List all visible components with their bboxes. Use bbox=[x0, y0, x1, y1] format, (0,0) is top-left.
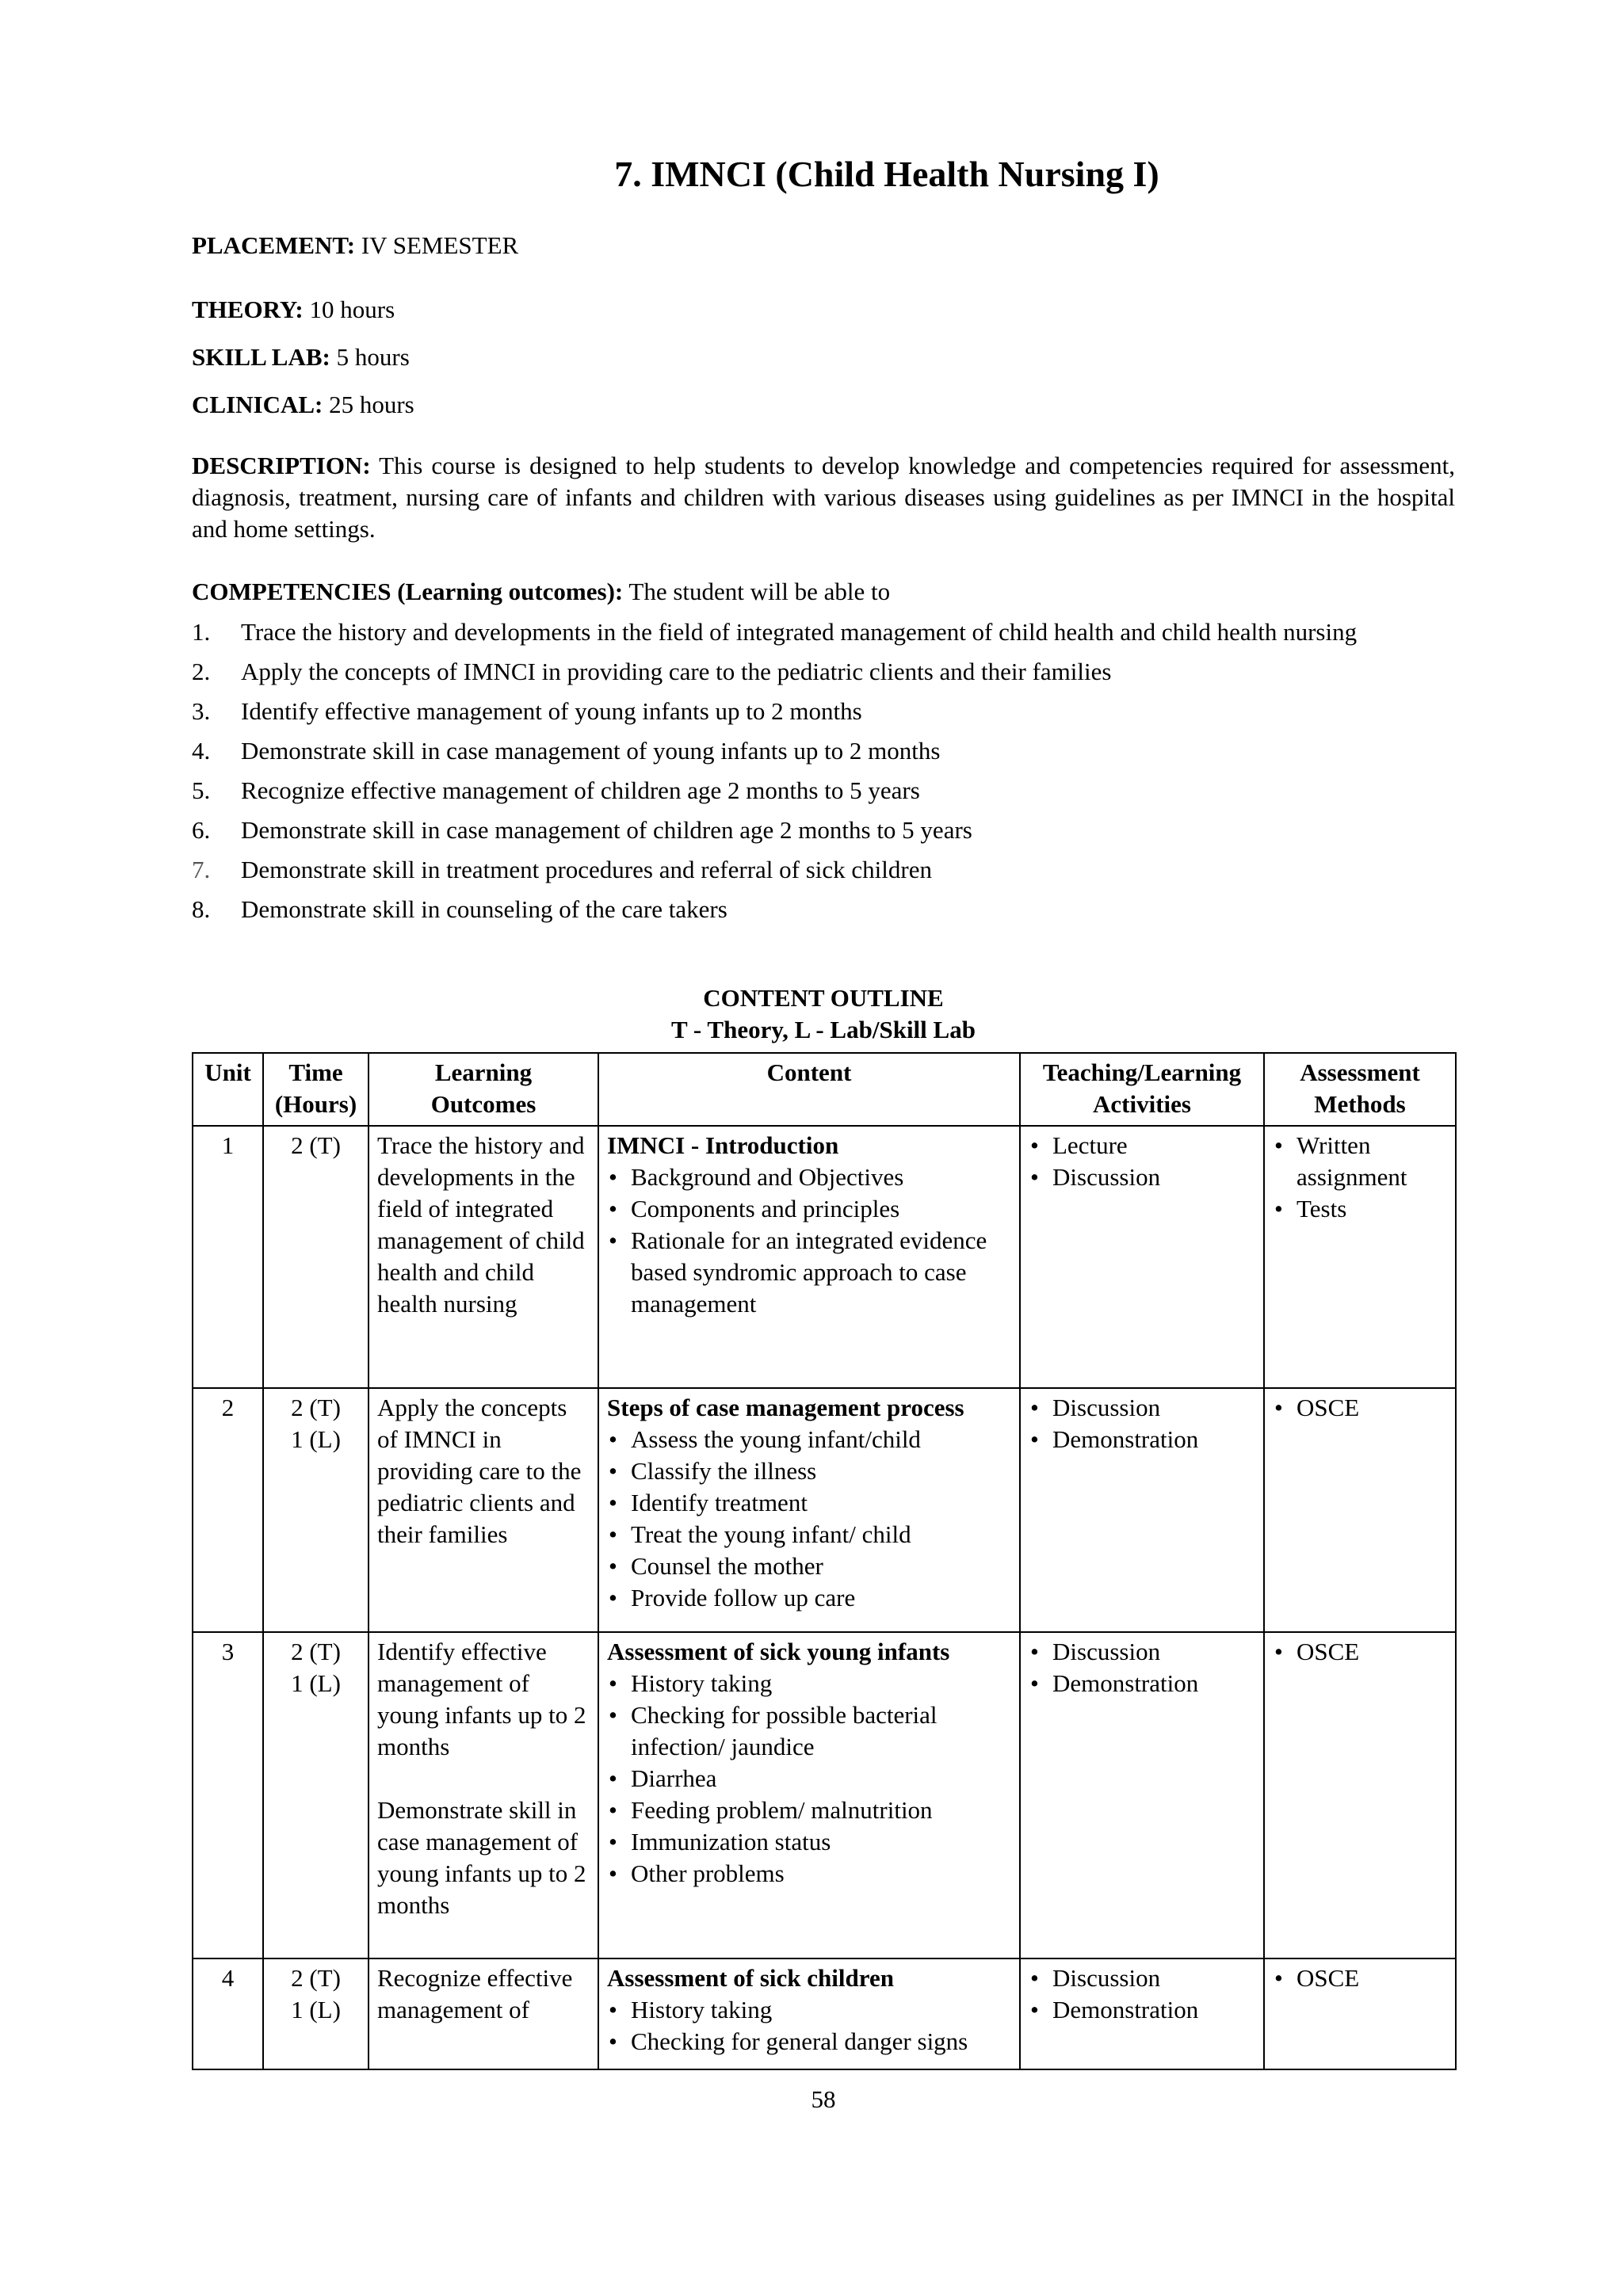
assessment-item: • Tests bbox=[1296, 1193, 1447, 1225]
clinical-value: 25 hours bbox=[323, 391, 414, 418]
assessment-cell bbox=[1264, 1958, 1456, 2069]
time-cell bbox=[263, 1632, 369, 1958]
assessment-item: • OSCE bbox=[1296, 1392, 1447, 1424]
competency-item bbox=[192, 854, 1455, 886]
assessment-list bbox=[1273, 1636, 1447, 1668]
content-item: • Rationale for an integrated evidence based syndromic approach to case management bbox=[631, 1225, 1011, 1320]
outcome-text: Recognize effective management of bbox=[377, 1964, 573, 2023]
clinical-line bbox=[192, 389, 414, 421]
unit-number: 2 bbox=[221, 1394, 235, 1421]
skill-lab-value: 5 hours bbox=[330, 343, 410, 371]
unit-cell bbox=[193, 1632, 263, 1958]
skill-lab-line bbox=[192, 341, 410, 373]
activities-list bbox=[1029, 1962, 1255, 2026]
competency-text: Trace the history and developments in the field of integrated management of child health and child health nursing bbox=[241, 618, 1358, 646]
activities-cell bbox=[1020, 1958, 1264, 2069]
assessment-list bbox=[1273, 1130, 1447, 1225]
activities-list bbox=[1029, 1392, 1255, 1455]
content-cell bbox=[598, 1388, 1020, 1632]
competency-text: Demonstrate skill in case management of young infants up to 2 months bbox=[241, 737, 941, 765]
competency-item bbox=[192, 814, 1455, 846]
theory-label: THEORY: bbox=[192, 296, 304, 323]
content-item: • Identify treatment bbox=[631, 1487, 1011, 1519]
activity-item: • Lecture bbox=[1052, 1130, 1255, 1161]
competency-item bbox=[192, 894, 1455, 925]
outcomes-cell bbox=[369, 1632, 598, 1958]
header-content: Content bbox=[598, 1053, 1020, 1126]
competency-text: Apply the concepts of IMNCI in providing care to the pediatric clients and their families bbox=[241, 658, 1112, 685]
time-cell bbox=[263, 1958, 369, 2069]
header-time: Time (Hours) bbox=[263, 1053, 369, 1126]
description-text: This course is designed to help students to develop knowledge and competencies required for assessment, diagnosis, treatment, nursing care of infants and children with various diseases using guidelines as per IMNCI in the hospital and home settings. bbox=[192, 452, 1455, 543]
activity-item: • Discussion bbox=[1052, 1962, 1255, 1994]
content-item: • Background and Objectives bbox=[631, 1161, 1011, 1193]
activity-item: • Demonstration bbox=[1052, 1668, 1255, 1699]
outcomes-cell bbox=[369, 1958, 598, 2069]
outline-subtitle: T - Theory, L - Lab/Skill Lab bbox=[671, 1016, 976, 1043]
time-cell bbox=[263, 1388, 369, 1632]
competency-number: 1. bbox=[192, 618, 211, 646]
content-list bbox=[607, 1994, 1011, 2058]
outline-title: CONTENT OUTLINE bbox=[703, 984, 944, 1012]
competency-number: 8. bbox=[192, 895, 211, 923]
content-cell bbox=[598, 1958, 1020, 2069]
competency-text: Recognize effective management of children age 2 months to 5 years bbox=[241, 776, 920, 804]
outcome-text: Demonstrate skill in case management of young infants up to 2 months bbox=[377, 1796, 586, 1919]
content-title: IMNCI - Introduction bbox=[607, 1131, 839, 1159]
competencies-intro: The student will be able to bbox=[623, 578, 891, 605]
table-row bbox=[193, 1632, 1456, 1958]
assessment-item: • Written assignment bbox=[1296, 1130, 1447, 1193]
unit-number: 3 bbox=[221, 1638, 235, 1665]
competencies-heading bbox=[192, 576, 890, 608]
unit-number: 4 bbox=[221, 1964, 235, 1992]
content-cell bbox=[598, 1632, 1020, 1958]
header-assessment-methods: Assessment Methods bbox=[1264, 1053, 1456, 1126]
competency-number: 4. bbox=[192, 737, 211, 765]
outcome-spacer bbox=[377, 1763, 590, 1794]
content-cell bbox=[598, 1126, 1020, 1388]
unit-cell bbox=[193, 1388, 263, 1632]
content-item: • Components and principles bbox=[631, 1193, 1011, 1225]
content-item: • Counsel the mother bbox=[631, 1550, 1011, 1582]
content-item: • Checking for general danger signs bbox=[631, 2026, 1011, 2058]
theory-value: 10 hours bbox=[303, 296, 395, 323]
content-list bbox=[607, 1161, 1011, 1320]
clinical-label: CLINICAL: bbox=[192, 391, 323, 418]
theory-line bbox=[192, 294, 395, 326]
unit-number: 1 bbox=[221, 1131, 235, 1159]
page-number: 58 bbox=[811, 2085, 836, 2113]
assessment-cell bbox=[1264, 1632, 1456, 1958]
outcome-text: Identify effective management of young infants up to 2 months bbox=[377, 1638, 586, 1760]
content-item: • Treat the young infant/ child bbox=[631, 1519, 1011, 1550]
content-list bbox=[607, 1424, 1011, 1614]
placement-line bbox=[192, 230, 518, 261]
content-title: Assessment of sick children bbox=[607, 1964, 894, 1992]
outcome-text: Trace the history and developments in the field of integrated management of child health and child health nursing bbox=[377, 1131, 585, 1318]
time-value: 2 (T) bbox=[291, 1638, 341, 1665]
assessment-cell bbox=[1264, 1126, 1456, 1388]
activities-list bbox=[1029, 1130, 1255, 1193]
content-item: • Classify the illness bbox=[631, 1455, 1011, 1487]
activities-cell bbox=[1020, 1388, 1264, 1632]
unit-cell bbox=[193, 1126, 263, 1388]
competency-text: Identify effective management of young infants up to 2 months bbox=[241, 697, 862, 725]
assessment-cell bbox=[1264, 1388, 1456, 1632]
time-value: 2 (T) bbox=[291, 1964, 341, 1992]
content-item: • Provide follow up care bbox=[631, 1582, 1011, 1614]
time-cell bbox=[263, 1126, 369, 1388]
competencies-label: COMPETENCIES (Learning outcomes): bbox=[192, 578, 624, 605]
content-title: Steps of case management process bbox=[607, 1394, 964, 1421]
competencies-list bbox=[192, 616, 1455, 933]
competency-item bbox=[192, 616, 1455, 648]
content-outline-heading bbox=[192, 982, 1455, 1046]
activity-item: • Discussion bbox=[1052, 1161, 1255, 1193]
content-item: • Other problems bbox=[631, 1858, 1011, 1890]
content-item: • History taking bbox=[631, 1994, 1011, 2026]
content-item: • Feeding problem/ malnutrition bbox=[631, 1794, 1011, 1826]
competency-item bbox=[192, 775, 1455, 807]
activities-cell bbox=[1020, 1632, 1264, 1958]
activity-item: • Discussion bbox=[1052, 1392, 1255, 1424]
header-learning-outcomes: Learning Outcomes bbox=[369, 1053, 598, 1126]
skill-lab-label: SKILL LAB: bbox=[192, 343, 330, 371]
competency-number: 6. bbox=[192, 816, 211, 844]
content-item: • Diarrhea bbox=[631, 1763, 1011, 1794]
content-title: Assessment of sick young infants bbox=[607, 1638, 950, 1665]
assessment-item: • OSCE bbox=[1296, 1636, 1447, 1668]
assessment-list bbox=[1273, 1392, 1447, 1424]
description-paragraph bbox=[192, 450, 1455, 545]
outcomes-cell bbox=[369, 1388, 598, 1632]
activities-list bbox=[1029, 1636, 1255, 1699]
competency-number: 7. bbox=[192, 856, 211, 883]
outcomes-cell bbox=[369, 1126, 598, 1388]
competency-text: Demonstrate skill in treatment procedures and referral of sick children bbox=[241, 856, 932, 883]
content-outline-table bbox=[192, 1052, 1457, 2070]
table-row bbox=[193, 1958, 1456, 2069]
content-item: • Assess the young infant/child bbox=[631, 1424, 1011, 1455]
assessment-item: • OSCE bbox=[1296, 1962, 1447, 1994]
activity-item: • Demonstration bbox=[1052, 1424, 1255, 1455]
placement-label: PLACEMENT: bbox=[192, 231, 356, 259]
table-row bbox=[193, 1388, 1456, 1632]
competency-number: 5. bbox=[192, 776, 211, 804]
competency-text: Demonstrate skill in case management of children age 2 months to 5 years bbox=[241, 816, 972, 844]
table-row bbox=[193, 1126, 1456, 1388]
content-item: • Checking for possible bacterial infection/ jaundice bbox=[631, 1699, 1011, 1763]
competency-item bbox=[192, 735, 1455, 767]
outcome-text: Apply the concepts of IMNCI in providing care to the pediatric clients and their families bbox=[377, 1394, 582, 1548]
time-value: 1 (L) bbox=[291, 1996, 341, 2023]
activities-cell bbox=[1020, 1126, 1264, 1388]
table-header-row bbox=[193, 1053, 1456, 1126]
time-value: 1 (L) bbox=[291, 1425, 341, 1453]
competency-text: Demonstrate skill in counseling of the care takers bbox=[241, 895, 727, 923]
unit-cell bbox=[193, 1958, 263, 2069]
activity-item: • Discussion bbox=[1052, 1636, 1255, 1668]
competency-item bbox=[192, 696, 1455, 727]
competency-item bbox=[192, 656, 1455, 688]
assessment-list bbox=[1273, 1962, 1447, 1994]
time-value: 1 (L) bbox=[291, 1669, 341, 1697]
placement-value: IV SEMESTER bbox=[355, 231, 519, 259]
competency-number: 2. bbox=[192, 658, 211, 685]
content-item: • History taking bbox=[631, 1668, 1011, 1699]
page-title: 7. IMNCI (Child Health Nursing I) bbox=[614, 154, 1159, 194]
time-value: 2 (T) bbox=[291, 1394, 341, 1421]
content-item: • Immunization status bbox=[631, 1826, 1011, 1858]
description-label: DESCRIPTION: bbox=[192, 452, 371, 479]
competency-number: 3. bbox=[192, 697, 211, 725]
header-unit: Unit bbox=[193, 1053, 263, 1126]
activity-item: • Demonstration bbox=[1052, 1994, 1255, 2026]
time-value: 2 (T) bbox=[291, 1131, 341, 1159]
header-teaching-activities: Teaching/Learning Activities bbox=[1020, 1053, 1264, 1126]
content-list bbox=[607, 1668, 1011, 1890]
